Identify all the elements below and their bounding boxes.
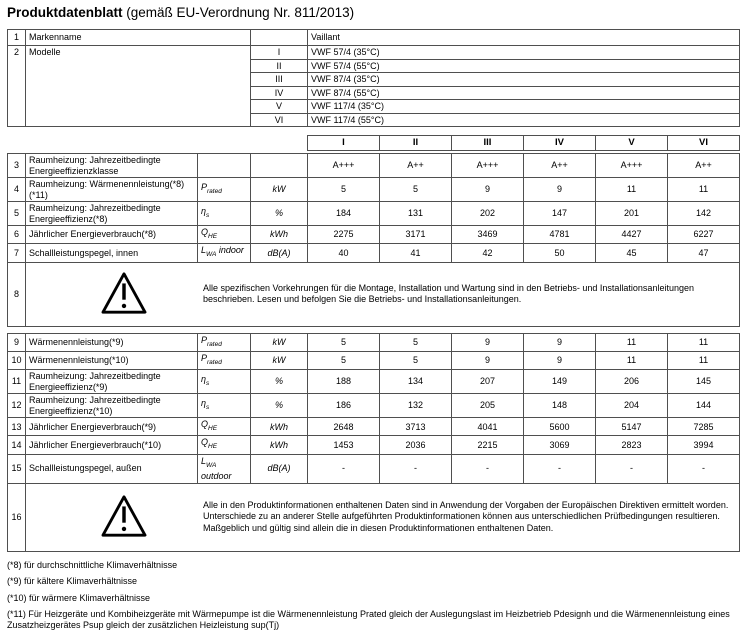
row-label: Raumheizung: Jahrezeitbedingte Energieeffizienz(*9)	[26, 370, 198, 394]
row-number: 8	[8, 262, 26, 326]
footnotes	[7, 560, 738, 631]
warning-content	[28, 494, 737, 541]
row-number: 2	[8, 46, 26, 127]
row-number: 4	[8, 178, 26, 202]
value-cell: -	[668, 454, 740, 483]
warning-text: Alle in den Produktinformationen enthaltenen Daten sind in Anwendung der Vorgaben der Europäischen Direktiven ermittelt worden. Unterschiede zu an anderer Stelle aufgeführten Produktinformationen können aus unterschiedlichen Prüfbedingungen resultieren. Maßgeblich und gültig sind allein die in diesen Produktinformationen enthaltenen Daten.	[203, 499, 729, 533]
value-cell: 3469	[452, 226, 524, 244]
value-cell: 2648	[308, 418, 380, 436]
value-cell: 186	[308, 394, 380, 418]
symbol-cell	[198, 418, 251, 436]
value-cell: 188	[308, 370, 380, 394]
value-cell: 5	[380, 351, 452, 369]
value-cell: 3713	[380, 418, 452, 436]
column-header: VI	[668, 136, 740, 151]
value-cell: 1453	[308, 436, 380, 454]
value-cell: 201	[596, 202, 668, 226]
info-table	[7, 29, 740, 127]
ratings-table-average-climate	[7, 153, 740, 327]
row-number: 6	[8, 226, 26, 244]
column-header: II	[380, 136, 452, 151]
table-row	[8, 226, 740, 244]
model-roman: VI	[251, 113, 308, 127]
value-cell: 50	[524, 244, 596, 262]
symbol-base: η	[201, 205, 206, 216]
value-cell: 40	[308, 244, 380, 262]
value-cell: 7285	[668, 418, 740, 436]
value-cell: 207	[452, 370, 524, 394]
value-cell: 5	[380, 178, 452, 202]
symbol-cell	[198, 244, 251, 262]
unit-cell: kWh	[251, 226, 308, 244]
column-header-row	[308, 136, 740, 151]
value-cell: 148	[524, 394, 596, 418]
column-header: IV	[524, 136, 596, 151]
value-cell: 132	[380, 394, 452, 418]
model-row	[8, 46, 740, 60]
row-label: Schallleistungspegel, außen	[26, 454, 198, 483]
symbol-subscript: s	[206, 211, 210, 219]
symbol-base: η	[201, 374, 206, 385]
row-number: 3	[8, 154, 26, 178]
row-label: Raumheizung: Jahrezeitbedingte Energieeffizienz(*10)	[26, 394, 198, 418]
model-name: VWF 57/4 (55°C)	[308, 59, 740, 73]
symbol-cell	[198, 370, 251, 394]
model-roman: II	[251, 59, 308, 73]
value-cell: 134	[380, 370, 452, 394]
symbol-base: Q	[201, 419, 209, 430]
row-label: Jährlicher Energieverbrauch(*10)	[26, 436, 198, 454]
value-cell: 142	[668, 202, 740, 226]
column-header: I	[308, 136, 380, 151]
row-label: Jährlicher Energieverbrauch(*9)	[26, 418, 198, 436]
unit-cell: dB(A)	[251, 244, 308, 262]
value-cell: 145	[668, 370, 740, 394]
value-cell: 9	[524, 351, 596, 369]
value-cell: 2036	[380, 436, 452, 454]
symbol-cell	[198, 226, 251, 244]
unit-cell: %	[251, 394, 308, 418]
symbol-cell	[198, 454, 251, 483]
value-cell: 11	[596, 333, 668, 351]
table-row	[8, 370, 740, 394]
symbol-subscript: HE	[208, 424, 218, 432]
warning-text: Alle spezifischen Vorkehrungen für die Montage, Installation und Wartung sind in den Betriebs- und Installationsanleitungen beschrieben. Lesen und befolgen Sie die Betriebs- und Installationsanleitungen.	[203, 282, 694, 305]
value-cell: 2215	[452, 436, 524, 454]
model-roman: IV	[251, 86, 308, 100]
unit-cell: kWh	[251, 436, 308, 454]
row-number: 13	[8, 418, 26, 436]
model-name: VWF 87/4 (35°C)	[308, 73, 740, 87]
row-number: 1	[8, 30, 26, 46]
symbol-base: L	[201, 455, 207, 466]
symbol-suffix: indoor	[216, 245, 244, 256]
symbol-cell	[198, 154, 251, 178]
symbol-cell	[198, 351, 251, 369]
table-row	[8, 333, 740, 351]
row-label: Raumheizung: Wärmenennleistung(*8) (*11)	[26, 178, 198, 202]
warning-triangle-icon	[100, 271, 148, 318]
symbol-base: L	[201, 245, 207, 256]
value-cell: 204	[596, 394, 668, 418]
value-cell: A+++	[596, 154, 668, 178]
model-roman: III	[251, 73, 308, 87]
symbol-subscript: rated	[207, 340, 222, 348]
table-row	[8, 154, 740, 178]
value-cell: -	[524, 454, 596, 483]
warning-triangle-icon	[100, 494, 148, 541]
row-label: Raumheizung: Jahrezeitbedingte Energieeffizienzklasse	[26, 154, 198, 178]
value-cell: 9	[524, 333, 596, 351]
value-cell: 3171	[380, 226, 452, 244]
brand-row	[8, 30, 740, 46]
value-cell: 202	[452, 202, 524, 226]
symbol-cell	[198, 333, 251, 351]
table-row	[8, 454, 740, 483]
value-cell: 2823	[596, 436, 668, 454]
value-cell: 45	[596, 244, 668, 262]
unit-cell: kWh	[251, 418, 308, 436]
model-name: VWF 117/4 (35°C)	[308, 100, 740, 114]
value-cell: -	[452, 454, 524, 483]
unit-cell: dB(A)	[251, 454, 308, 483]
roman-cell	[251, 30, 308, 46]
symbol-base: Q	[201, 227, 209, 237]
value-cell: 47	[668, 244, 740, 262]
symbol-base: P	[201, 352, 208, 363]
value-cell: 5600	[524, 418, 596, 436]
ratings-table-2-body	[8, 333, 740, 551]
row-label: Jährlicher Energieverbrauch(*8)	[26, 226, 198, 244]
value-cell: 41	[380, 244, 452, 262]
value-cell: -	[596, 454, 668, 483]
model-roman: V	[251, 100, 308, 114]
row-number: 9	[8, 333, 26, 351]
value-cell: A++	[380, 154, 452, 178]
value-cell: 5147	[596, 418, 668, 436]
unit-cell: kW	[251, 333, 308, 351]
row-label: Schallleistungspegel, innen	[26, 244, 198, 262]
value-cell: 2275	[308, 226, 380, 244]
value-cell: 131	[380, 202, 452, 226]
value-cell: 3994	[668, 436, 740, 454]
row-label: Wärmenennleistung(*10)	[26, 351, 198, 369]
value-cell: 9	[452, 333, 524, 351]
row-number: 14	[8, 436, 26, 454]
value-cell: 11	[668, 333, 740, 351]
column-header-strip	[307, 135, 740, 151]
value-cell: A+++	[452, 154, 524, 178]
table-row	[8, 418, 740, 436]
warning-cell	[26, 483, 740, 551]
unit-cell: kW	[251, 351, 308, 369]
models-label: Modelle	[26, 46, 251, 127]
value-cell: A++	[524, 154, 596, 178]
table-row	[8, 351, 740, 369]
symbol-base: η	[201, 398, 206, 409]
value-cell: 3069	[524, 436, 596, 454]
value-cell: 5	[380, 333, 452, 351]
value-cell: -	[380, 454, 452, 483]
brand-value: Vaillant	[308, 30, 740, 46]
footnote: (*11) Für Heizgeräte und Kombiheizgeräte mit Wärmepumpe ist die Wärmenennleistung Prated gleich der Auslegungslast im Heizbetrieb Pdesignh und die Wärmenennleistung eines Zusatzheizgerätes Psup gleich der zusätzlichen Heizleistung sup(Tj)	[7, 609, 730, 631]
footnote: (*10) für wärmere Klimaverhältnisse	[7, 592, 151, 603]
value-cell: 205	[452, 394, 524, 418]
value-cell: 9	[452, 351, 524, 369]
symbol-base: P	[201, 334, 208, 345]
value-cell: 4041	[452, 418, 524, 436]
value-cell: A++	[668, 154, 740, 178]
ratings-table-cold-warm-climate	[7, 333, 740, 552]
value-cell: 11	[596, 351, 668, 369]
symbol-base: P	[201, 181, 208, 192]
symbol-cell	[198, 178, 251, 202]
row-number: 10	[8, 351, 26, 369]
symbol-subscript: rated	[207, 358, 222, 366]
value-cell: 11	[668, 351, 740, 369]
symbol-subscript: HE	[208, 443, 218, 451]
table-row	[8, 394, 740, 418]
footnote: (*8) für durchschnittliche Klimaverhältnisse	[7, 559, 178, 570]
value-cell: 147	[524, 202, 596, 226]
brand-label: Markenname	[26, 30, 251, 46]
unit-cell: %	[251, 370, 308, 394]
unit-cell	[251, 154, 308, 178]
page-title-suffix: (gemäß EU-Verordnung Nr. 811/2013)	[122, 5, 355, 20]
unit-cell: %	[251, 202, 308, 226]
value-cell: 9	[452, 178, 524, 202]
page-title-main: Produktdatenblatt	[7, 5, 123, 20]
table-row	[8, 436, 740, 454]
table-row	[8, 202, 740, 226]
value-cell: 11	[596, 178, 668, 202]
value-cell: 4781	[524, 226, 596, 244]
model-name: VWF 57/4 (35°C)	[308, 46, 740, 60]
symbol-suffix: outdoor	[201, 471, 232, 482]
symbol-base: Q	[201, 437, 209, 448]
value-cell: 5	[308, 178, 380, 202]
value-cell: 5	[308, 333, 380, 351]
value-cell: 184	[308, 202, 380, 226]
symbol-subscript: HE	[208, 232, 218, 240]
warning-row	[8, 483, 740, 551]
warning-content	[28, 271, 737, 318]
row-number: 15	[8, 454, 26, 483]
model-name: VWF 87/4 (55°C)	[308, 86, 740, 100]
unit-cell: kW	[251, 178, 308, 202]
symbol-subscript: rated	[207, 187, 222, 195]
value-cell: 5	[308, 351, 380, 369]
info-table-body	[8, 30, 740, 127]
column-header: V	[596, 136, 668, 151]
row-number: 12	[8, 394, 26, 418]
row-number: 7	[8, 244, 26, 262]
value-cell: 6227	[668, 226, 740, 244]
row-label: Raumheizung: Jahrezeitbedingte Energieeffizienz(*8)	[26, 202, 198, 226]
value-cell: 144	[668, 394, 740, 418]
symbol-cell	[198, 436, 251, 454]
warning-row	[8, 262, 740, 326]
row-label: Wärmenennleistung(*9)	[26, 333, 198, 351]
value-cell: 42	[452, 244, 524, 262]
table-row	[8, 244, 740, 262]
column-header: III	[452, 136, 524, 151]
symbol-cell	[198, 202, 251, 226]
symbol-subscript: s	[206, 379, 210, 387]
warning-cell	[26, 262, 740, 326]
value-cell: A+++	[308, 154, 380, 178]
value-cell: 206	[596, 370, 668, 394]
model-roman: I	[251, 46, 308, 60]
model-name: VWF 117/4 (55°C)	[308, 113, 740, 127]
ratings-table-1-body	[8, 154, 740, 327]
symbol-cell	[198, 394, 251, 418]
footnote: (*9) für kältere Klimaverhältnisse	[7, 576, 138, 587]
symbol-subscript: WA	[206, 251, 217, 259]
row-number: 11	[8, 370, 26, 394]
table-row	[8, 178, 740, 202]
value-cell: 149	[524, 370, 596, 394]
value-cell: 11	[668, 178, 740, 202]
row-number: 16	[8, 483, 26, 551]
symbol-subscript: s	[206, 403, 210, 411]
symbol-subscript: WA	[206, 461, 217, 469]
page-title	[7, 5, 738, 21]
value-cell: 9	[524, 178, 596, 202]
value-cell: 4427	[596, 226, 668, 244]
row-number: 5	[8, 202, 26, 226]
value-cell: -	[308, 454, 380, 483]
